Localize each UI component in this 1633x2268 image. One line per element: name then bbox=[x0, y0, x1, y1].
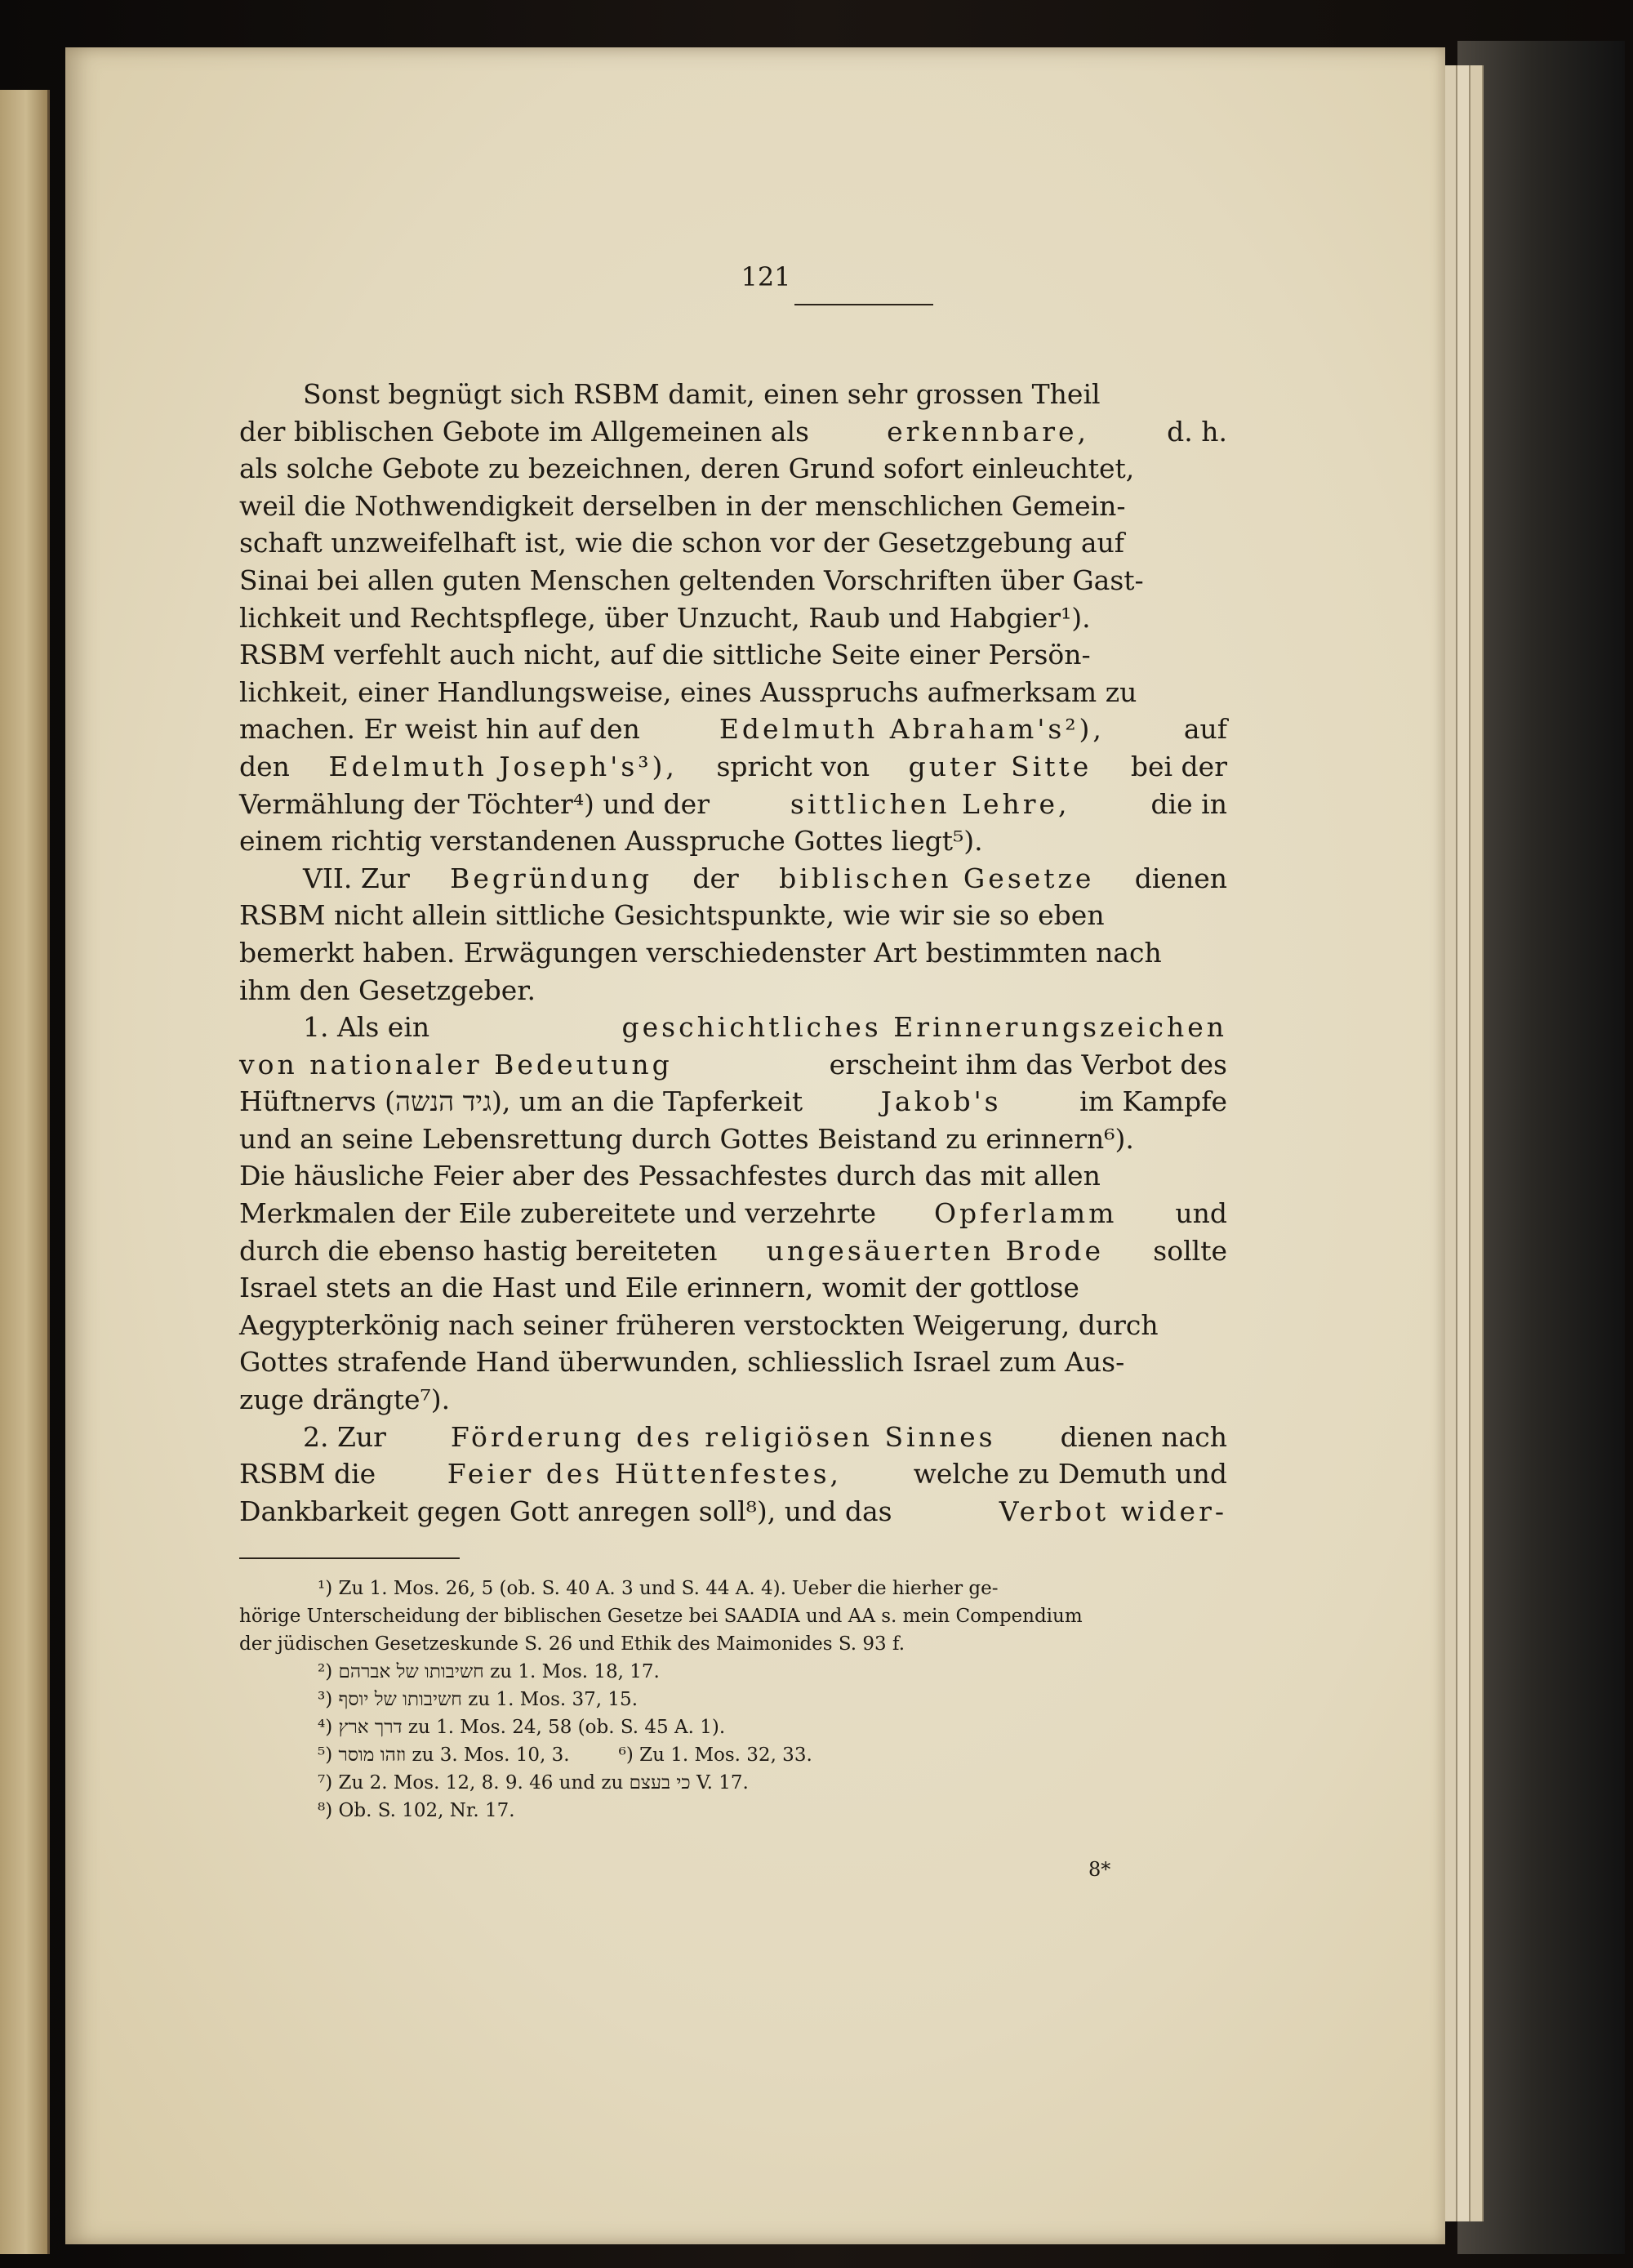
text-run: Gottes strafende Hand überwunden, schliesslich Israel zum Aus- bbox=[239, 1346, 1125, 1379]
footnote-line bbox=[239, 1713, 1154, 1741]
text-run: sollte bbox=[1153, 1234, 1227, 1267]
text-line bbox=[239, 1195, 1227, 1232]
footnote-line bbox=[239, 1602, 1154, 1630]
text-run: machen. Er weist hin auf den bbox=[239, 713, 640, 746]
text-run: schaft unzweifelhaft ist, wie die schon vor der Gesetzgebung auf bbox=[239, 527, 1124, 559]
text-line bbox=[239, 1083, 1227, 1121]
text-run: zuge drängte⁷). bbox=[239, 1384, 451, 1416]
footnote-text: ⁴) דרך ארץ zu 1. Mos. 24, 58 (ob. S. 45 A. 1). bbox=[318, 1717, 726, 1738]
text-run: d. h. bbox=[1167, 415, 1227, 448]
text-run: lichkeit und Rechtspflege, über Unzucht, Raub und Habgier¹). bbox=[239, 601, 1091, 634]
emphasis-text: Verbot wider- bbox=[999, 1495, 1227, 1527]
footnote-line bbox=[239, 1769, 1154, 1797]
text-line bbox=[239, 1419, 1227, 1456]
text-line bbox=[239, 1046, 1227, 1084]
text-run: Hüftnervs (גיד הנשה), um an die Tapferkeit bbox=[239, 1085, 803, 1118]
emphasis-text: Begründung bbox=[450, 862, 653, 894]
footnote-text: ⁵) וזהו מוסר zu 3. Mos. 10, 3. bbox=[318, 1744, 570, 1766]
text-line bbox=[239, 1307, 1227, 1344]
text-line bbox=[239, 897, 1227, 934]
text-line bbox=[239, 636, 1227, 674]
text-line bbox=[239, 1009, 1227, 1046]
text-line bbox=[239, 488, 1227, 525]
emphasis-text: von nationaler Bedeutung bbox=[239, 1048, 673, 1081]
page-number-rule bbox=[794, 304, 933, 305]
text-line bbox=[239, 1493, 1227, 1531]
emphasis-text: Jakob's bbox=[880, 1085, 1002, 1118]
text-line bbox=[239, 376, 1227, 413]
emphasis-text: Opferlamm bbox=[933, 1197, 1118, 1230]
text-run: der bbox=[692, 862, 739, 894]
text-line bbox=[239, 599, 1227, 637]
footnote-text: ⁶) Zu 1. Mos. 32, 33. bbox=[618, 1744, 812, 1766]
text-run: Dankbarkeit gegen Gott anregen soll⁸), und das bbox=[239, 1495, 892, 1527]
text-run: ihm den Gesetzgeber. bbox=[239, 974, 536, 1006]
emphasis-text: erkennbare, bbox=[887, 415, 1089, 448]
footnote-text: hörige Unterscheidung der biblischen Gesetze bei SAADIA und AA s. mein Compendium bbox=[239, 1606, 1083, 1627]
text-line bbox=[239, 524, 1227, 562]
text-line bbox=[239, 934, 1227, 972]
emphasis-text: Edelmuth Abraham's²), bbox=[719, 713, 1105, 746]
footnote-line bbox=[239, 1575, 1154, 1602]
text-run: im Kampfe bbox=[1079, 1085, 1227, 1118]
text-run: Merkmalen der Eile zubereitete und verzehrte bbox=[239, 1197, 877, 1230]
footnotes bbox=[239, 1575, 1154, 1825]
text-run: den bbox=[239, 750, 290, 782]
text-run: Die häusliche Feier aber des Pessachfestes durch das mit allen bbox=[239, 1160, 1101, 1192]
book-page bbox=[65, 47, 1445, 2244]
text-line bbox=[239, 1157, 1227, 1195]
text-run: Sinai bei allen guten Menschen geltenden Vorschriften über Gast- bbox=[239, 564, 1144, 596]
text-line bbox=[239, 786, 1227, 823]
text-run: Israel stets an die Hast und Eile erinnern, womit der gottlose bbox=[239, 1272, 1079, 1304]
text-run: und an seine Lebensrettung durch Gottes Beistand zu erinnern⁶). bbox=[239, 1122, 1134, 1155]
footnote-spacer bbox=[570, 1741, 619, 1769]
emphasis-text: Förderung des religiösen Sinnes bbox=[450, 1420, 996, 1453]
text-run: lichkeit, einer Handlungsweise, eines Ausspruchs aufmerksam zu bbox=[239, 675, 1137, 708]
body-text bbox=[239, 376, 1227, 1530]
text-run: die in bbox=[1150, 787, 1227, 820]
footnote-text: ³) חשיבותו של יוסף zu 1. Mos. 37, 15. bbox=[318, 1689, 639, 1710]
text-run: dienen nach bbox=[1060, 1420, 1227, 1453]
text-run: erscheint ihm das Verbot des bbox=[829, 1048, 1227, 1081]
emphasis-text: Edelmuth Joseph's³), bbox=[328, 750, 678, 782]
emphasis-text: Feier des Hüttenfestes, bbox=[447, 1458, 843, 1490]
text-line bbox=[239, 1269, 1227, 1307]
text-line bbox=[239, 1455, 1227, 1493]
text-run: als solche Gebote zu bezeichnen, deren Grund sofort einleuchtet, bbox=[239, 452, 1135, 485]
text-line bbox=[239, 413, 1227, 451]
text-run: RSBM nicht allein sittliche Gesichtspunkte, wie wir sie so eben bbox=[239, 899, 1105, 932]
text-line bbox=[239, 972, 1227, 1009]
text-run: Sonst begnügt sich RSBM damit, einen sehr grossen Theil bbox=[303, 378, 1101, 410]
text-run: Vermählung der Töchter⁴) und der bbox=[239, 787, 710, 820]
footnote-line bbox=[239, 1658, 1154, 1686]
text-line bbox=[239, 822, 1227, 860]
text-run: welche zu Demuth und bbox=[913, 1458, 1227, 1490]
text-run: RSBM die bbox=[239, 1458, 376, 1490]
text-run: auf bbox=[1183, 713, 1227, 746]
footnote-line bbox=[239, 1797, 1154, 1825]
text-run: 2. Zur bbox=[303, 1420, 386, 1453]
text-run: RSBM verfehlt auch nicht, auf die sittliche Seite einer Persön- bbox=[239, 639, 1091, 671]
emphasis-text: biblischen Gesetze bbox=[779, 862, 1095, 894]
footnote-line bbox=[239, 1630, 1154, 1658]
text-line bbox=[239, 711, 1227, 748]
emphasis-text: ungesäuerten Brode bbox=[766, 1234, 1105, 1267]
text-run: der biblischen Gebote im Allgemeinen als bbox=[239, 415, 809, 448]
text-line bbox=[239, 674, 1227, 711]
text-run: und bbox=[1175, 1197, 1227, 1230]
emphasis-text: geschichtliches Erinnerungszeichen bbox=[621, 1011, 1227, 1044]
text-run: dienen bbox=[1134, 862, 1227, 894]
footnote-line bbox=[239, 1686, 1154, 1713]
signature-mark: 8* bbox=[1088, 1858, 1111, 1881]
text-run: 1. Als ein bbox=[303, 1011, 430, 1044]
text-run: bei der bbox=[1130, 750, 1227, 782]
text-line bbox=[239, 1121, 1227, 1158]
footnote-text: ²) חשיבותו של אברהם zu 1. Mos. 18, 17. bbox=[318, 1661, 660, 1682]
text-line bbox=[239, 562, 1227, 599]
footnote-text: ⁷) Zu 2. Mos. 12, 8. 9. 46 und zu כי בעצם V. 17. bbox=[318, 1772, 749, 1793]
text-line bbox=[239, 1381, 1227, 1419]
text-run: Aegypterkönig nach seiner früheren verstockten Weigerung, durch bbox=[239, 1308, 1159, 1341]
page-number: 121 bbox=[741, 261, 791, 292]
left-page-edge bbox=[0, 90, 50, 2254]
text-run: weil die Nothwendigkeit derselben in der menschlichen Gemein- bbox=[239, 489, 1126, 522]
footnote-text: der jüdischen Gesetzeskunde S. 26 und Ethik des Maimonides S. 93 f. bbox=[239, 1633, 905, 1655]
text-line bbox=[239, 1343, 1227, 1381]
text-run: einem richtig verstandenen Ausspruche Gottes liegt⁵). bbox=[239, 825, 983, 858]
text-run: bemerkt haben. Erwägungen verschiedenster Art bestimmten nach bbox=[239, 936, 1162, 969]
text-run: durch die ebenso hastig bereiteten bbox=[239, 1234, 718, 1267]
text-run: spricht von bbox=[716, 750, 870, 782]
emphasis-text: sittlichen Lehre, bbox=[790, 787, 1070, 820]
text-line bbox=[239, 450, 1227, 488]
text-run: VII. Zur bbox=[303, 862, 410, 894]
footnote-text: ⁸) Ob. S. 102, Nr. 17. bbox=[318, 1800, 515, 1821]
footnote-line bbox=[239, 1741, 1154, 1769]
footnote-text: ¹) Zu 1. Mos. 26, 5 (ob. S. 40 A. 3 und S. 44 A. 4). Ueber die hierher ge- bbox=[318, 1578, 999, 1599]
footnote-rule bbox=[239, 1557, 460, 1559]
text-line bbox=[239, 860, 1227, 898]
text-line bbox=[239, 748, 1227, 786]
text-line bbox=[239, 1232, 1227, 1270]
emphasis-text: guter Sitte bbox=[908, 750, 1092, 782]
